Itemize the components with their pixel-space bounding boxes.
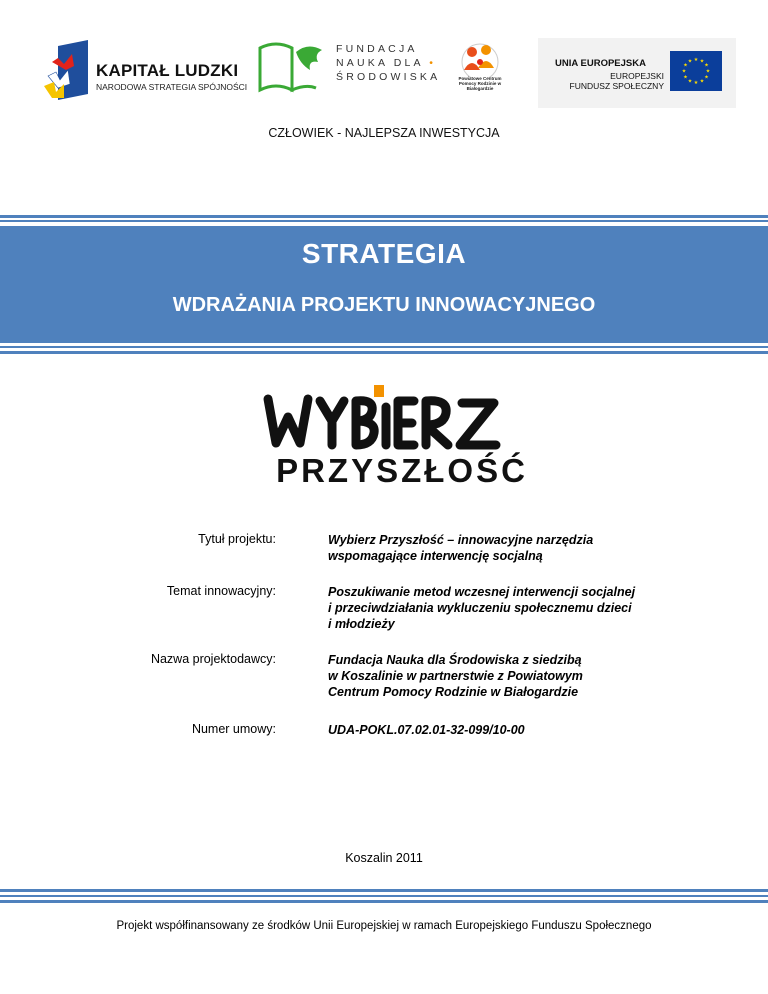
svg-text:★: ★: [704, 62, 709, 69]
document-title: STRATEGIA: [301, 238, 467, 269]
banner-bottom-stripe-2: [0, 351, 768, 354]
kapital-ludzki-title: KAPITAŁ LUDZKI: [96, 61, 239, 80]
svg-text:★: ★: [704, 74, 709, 81]
fundacja-line1: FUNDACJA: [336, 43, 418, 55]
info-value-line: i przeciwdziałania wykluczeniu społecznemu dzieci: [328, 601, 632, 615]
banner-top-stripe: [0, 215, 768, 218]
title-banner: [0, 226, 768, 343]
eu-stars-icon: [670, 51, 722, 91]
info-value-line: Wybierz Przyszłość – innowacyjne narzędzia: [328, 533, 594, 547]
kapital-ludzki-logo: [44, 40, 248, 100]
centrum-pomocy-text: Powiatowe Centrum Pomocy Rodzinie w Białogardzie: [458, 76, 502, 91]
fundacja-line2-row: [336, 56, 440, 70]
wybierz-lettering-icon: [262, 383, 542, 453]
kapital-ludzki-subtitle: NARODOWA STRATEGIA SPÓJNOŚCI: [96, 82, 248, 92]
svg-text:★: ★: [681, 68, 687, 75]
info-value-line: wspomagające interwencję socjalną: [328, 549, 543, 563]
info-label: Tytuł projektu:: [198, 532, 276, 546]
svg-text:★: ★: [687, 58, 693, 65]
banner-top-stripe-2: [0, 220, 768, 222]
unia-europejska-logo: [538, 38, 736, 108]
info-value-line: w Koszalinie w partnerstwie z Powiatowym: [328, 669, 583, 683]
slogan: CZŁOWIEK - NAJLEPSZA INWESTYCJA: [268, 126, 500, 140]
info-value-line: UDA-POKL.07.02.01-32-099/10-00: [328, 723, 525, 737]
centrum-pomocy-logo: [452, 38, 508, 100]
info-value: [328, 584, 708, 632]
info-value: [328, 722, 708, 738]
footer-note: Projekt współfinansowany ze środków Unii Europejskiej w ramach Europejskiego Funduszu Społecznego: [116, 920, 652, 932]
svg-text:★: ★: [705, 68, 711, 75]
svg-text:★: ★: [699, 58, 705, 65]
info-label: Temat innowacyjny:: [166, 584, 276, 598]
kapital-ludzki-emblem-icon: [44, 40, 94, 100]
info-value-line: Centrum Pomocy Rodzinie w Białogardzie: [328, 685, 579, 699]
ue-line2: EUROPEJSKI: [610, 71, 664, 81]
family-figures-icon: [452, 38, 508, 78]
info-value-line: i młodzieży: [328, 617, 395, 631]
svg-text:★: ★: [693, 80, 699, 86]
eu-flag-icon: [670, 51, 722, 91]
info-label: Nazwa projektodawcy:: [150, 652, 276, 666]
info-value: [328, 652, 708, 700]
svg-text:★: ★: [693, 57, 699, 63]
info-label: Numer umowy:: [191, 722, 276, 736]
przyszlosc-word: PRZYSZŁOŚĆ: [276, 452, 528, 489]
svg-text:★: ★: [683, 62, 688, 69]
fundacja-logo: [256, 38, 441, 96]
document-subtitle: WDRAŻANIA PROJEKTU INNOWACYJNEGO: [172, 294, 596, 316]
fundacja-line2: NAUKA DLA: [336, 57, 424, 69]
footer-stripe-1: [0, 889, 768, 892]
svg-text:★: ★: [683, 74, 688, 81]
fundacja-name: [336, 42, 440, 84]
banner-bottom-stripe: [0, 346, 768, 348]
place-date: Koszalin 2011: [345, 851, 423, 865]
footer-stripe-2: [0, 895, 768, 897]
footer-stripe-3: [0, 900, 768, 903]
info-value: [328, 532, 708, 564]
wybierz-przyszlosc-logo: [262, 383, 542, 493]
open-book-leaf-icon: [256, 40, 328, 94]
svg-text:★: ★: [699, 78, 705, 85]
orange-dot-icon: •: [429, 57, 433, 69]
fundacja-line3: ŚRODOWISKA: [336, 71, 441, 83]
ue-line3: FUNDUSZ SPOŁECZNY: [569, 81, 664, 91]
info-value-line: Fundacja Nauka dla Środowiska z siedzibą: [328, 653, 582, 667]
svg-text:★: ★: [687, 78, 693, 85]
ue-title: UNIA EUROPEJSKA: [555, 58, 646, 69]
info-value-line: Poszukiwanie metod wczesnej interwencji socjalnej: [328, 585, 636, 599]
